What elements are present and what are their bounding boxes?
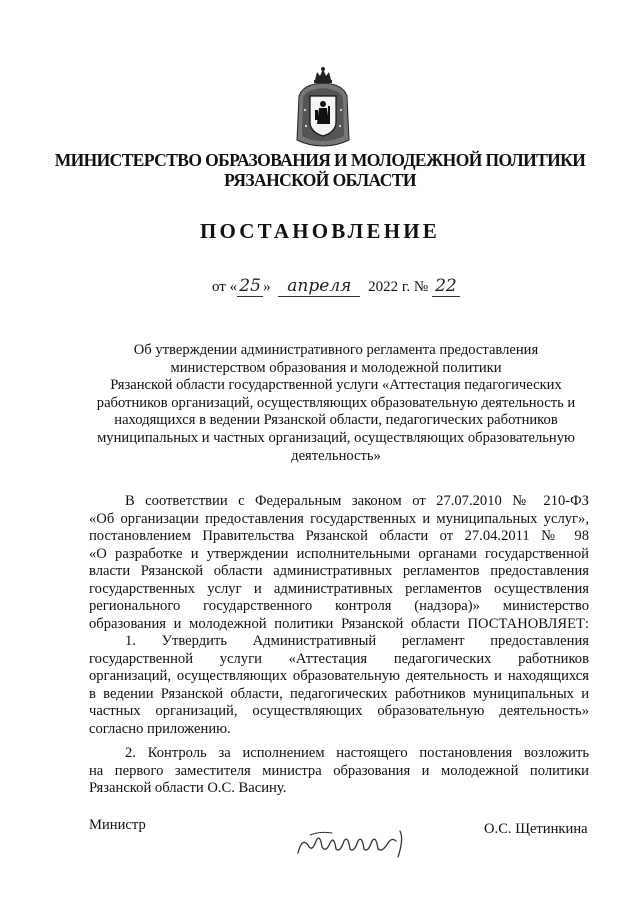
body-line: согласно приложению. (89, 720, 231, 737)
document-type-title: ПОСТАНОВЛЕНИЕ (199, 219, 441, 243)
body-line: государственных услуг и административных регламентов осуществления (89, 580, 589, 597)
date-day-handwritten: 25 (237, 276, 263, 297)
document-date-line (212, 276, 460, 302)
body-line: «Об организации предоставления государственных и муниципальных услуг», (89, 510, 589, 527)
subject-line: деятельность» (291, 447, 381, 464)
body-line: 1. Утвердить Административный регламент предоставления (125, 633, 589, 649)
subject-line: Об утверждении административного регламента предоставления (133, 342, 539, 358)
subject-line: работников организаций, осуществляющих образовательную деятельность и (96, 394, 576, 411)
document-body (89, 493, 589, 798)
ministry-name-line1: МИНИСТЕРСТВО ОБРАЗОВАНИЯ И МОЛОДЕЖНОЙ ПОЛИТИКИ (54, 150, 586, 170)
body-line: образования и молодежной политики Рязанской области ПОСТАНОВЛЯЕТ: (89, 615, 589, 632)
body-line: регионального государственного контроля (надзора)» министерство (89, 598, 589, 614)
body-line: 2. Контроль за исполнением настоящего постановления возложить (125, 745, 589, 761)
date-prefix: от « (212, 279, 238, 295)
body-line: «О разработке и утверждении исполнительными органами государственной (89, 545, 589, 562)
minister-name: О.С. Щетинкина (484, 821, 588, 837)
body-line: государственной услуги «Аттестация педагогических работников (89, 650, 589, 667)
body-line: организаций, осуществляющих образовательную деятельность и находящихся (89, 668, 589, 684)
document-subject (86, 342, 586, 465)
subject-line: Рязанской области государственной услуги «Аттестация педагогических (110, 377, 562, 394)
item-1-paragraph (89, 633, 589, 738)
date-month-handwritten: апреля (278, 276, 360, 297)
body-line: частных организаций, осуществляющих образовательную деятельность» (89, 703, 589, 719)
document-number-handwritten: 22 (432, 276, 460, 297)
body-line: на первого заместителя министра образования и молодежной политики (89, 762, 589, 779)
body-line: Рязанской области О.С. Васину. (89, 780, 287, 796)
body-line: власти Рязанской области административных регламентов предоставления (89, 563, 589, 579)
body-line: в ведении Рязанской области, педагогических работников муниципальных и (89, 685, 589, 702)
subject-line: находящихся в ведении Рязанской области, педагогических работников (114, 412, 558, 429)
handwritten-signature (292, 823, 422, 863)
body-line: В соответствии с Федеральным законом от 27.07.2010 № 210-ФЗ (125, 493, 589, 509)
subject-line: министерством образования и молодежной политики (170, 359, 502, 376)
coat-of-arms-emblem (293, 66, 353, 148)
preamble-paragraph (89, 493, 589, 633)
item-2-paragraph (89, 745, 589, 798)
body-line: постановлением Правительства Рязанской области от 27.04.2011 № 98 (89, 528, 589, 544)
date-year-number-label: 2022 г. № (368, 279, 429, 295)
minister-title: Министр (89, 817, 146, 833)
ministry-name-line2: РЯЗАНСКОЙ ОБЛАСТИ (224, 170, 416, 190)
subject-line: муниципальных и частных организаций, осуществляющих образовательную (97, 429, 575, 446)
date-close-quote: » (263, 279, 271, 295)
